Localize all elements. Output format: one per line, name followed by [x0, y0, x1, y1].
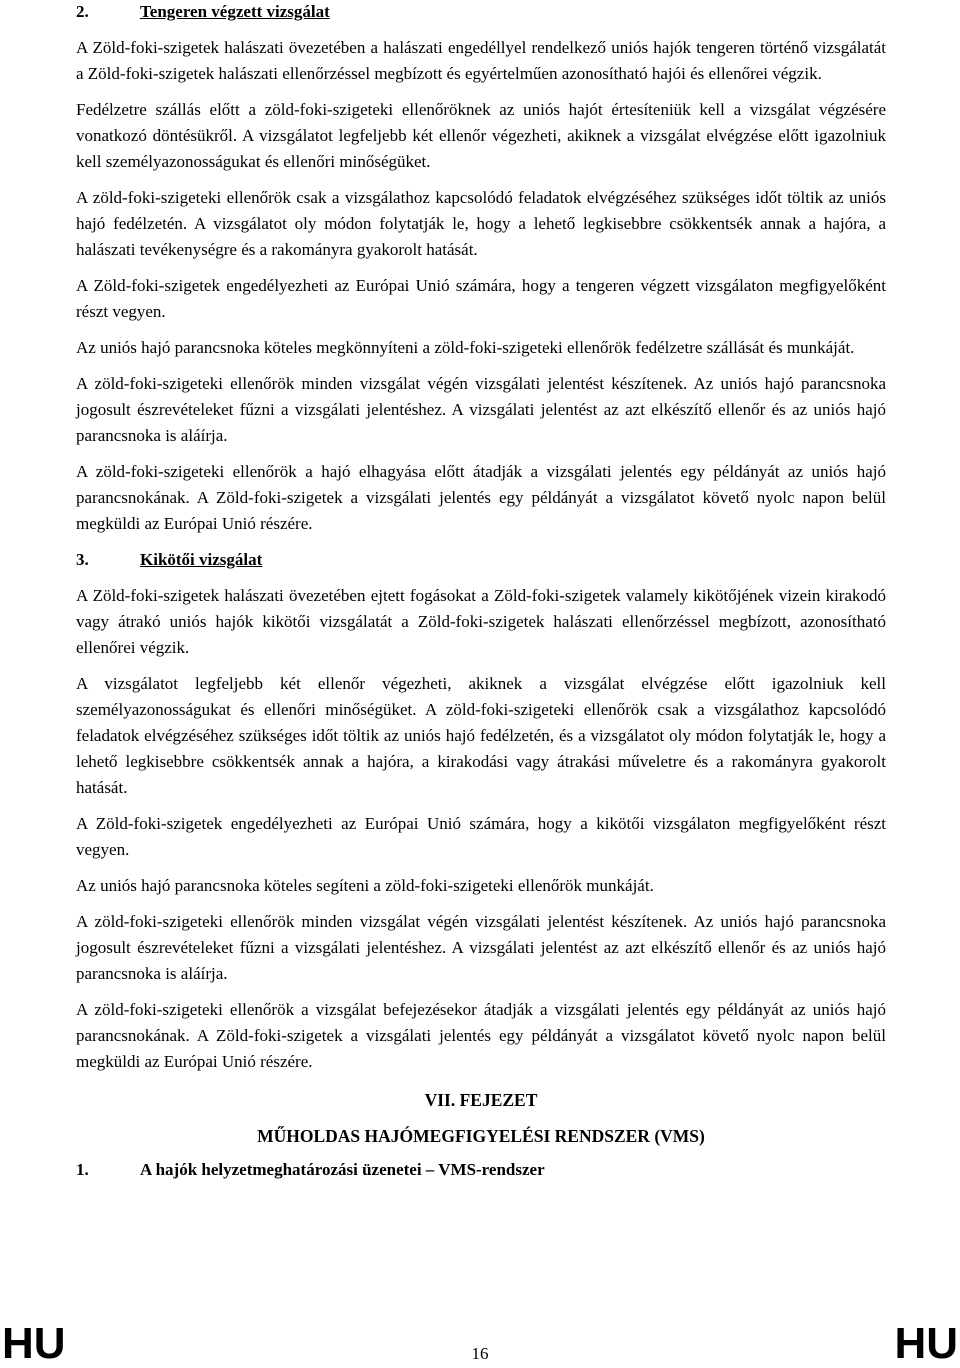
vms-section-heading [76, 1157, 886, 1183]
paragraph: A zöld-foki-szigeteki ellenőrök minden vizsgálat végén vizsgálati jelentést készítenek. Az uniós hajó parancsnoka jogosult észrevételeket fűzni a vizsgálati jelentéshez. A vizsgálati jelentést az azt elkészítő ellenőr és az uniós hajó parancsnoka is aláírja. [76, 912, 886, 983]
section-title: Kikötői vizsgálat [140, 550, 263, 569]
page-number: 16 [471, 1344, 489, 1363]
section-2-heading [76, 0, 886, 25]
document-page [76, 0, 886, 1183]
paragraph: A Zöld-foki-szigetek engedélyezheti az Európai Unió számára, hogy a tengeren végzett vizsgálaton megfigyelőként részt vegyen. [76, 276, 886, 321]
language-code-left: HU [2, 1319, 66, 1368]
paragraph: A Zöld-foki-szigetek halászati övezetében a halászati engedéllyel rendelkező uniós hajók tengeren történő vizsgálatát a Zöld-foki-szigetek halászati ellenőrzéssel megbízott és egyértelműen azonosítható hajói és ellenőrei végzik. [76, 38, 886, 83]
paragraph: A zöld-foki-szigeteki ellenőrök a hajó elhagyása előtt átadják a vizsgálati jelentés egy példányát az uniós hajó parancsnokának. A Zöld-foki-szigetek a vizsgálati jelentés egy példányát a vizsgálatot követő nyolc napon belül megküldi az Európai Unió részére. [76, 462, 886, 533]
paragraph: A Zöld-foki-szigetek engedélyezheti az Európai Unió számára, hogy a kikötői vizsgálaton megfigyelőként részt vegyen. [76, 814, 886, 859]
section-title: A hajók helyzetmeghatározási üzenetei – VMS-rendszer [140, 1160, 545, 1179]
paragraph: Az uniós hajó parancsnoka köteles megkönnyíteni a zöld-foki-szigeteki ellenőrök fedélzetre szállását és munkáját. [76, 338, 855, 357]
language-code-right: HU [894, 1319, 958, 1368]
paragraph: A zöld-foki-szigeteki ellenőrök minden vizsgálat végén vizsgálati jelentést készítenek. Az uniós hajó parancsnoka jogosult észrevételeket fűzni a vizsgálati jelentéshez. A vizsgálati jelentést az azt elkészítő ellenőr és az uniós hajó parancsnoka is aláírja. [76, 374, 886, 445]
section-number: 2. [76, 2, 89, 21]
chapter-title: MŰHOLDAS HAJÓMEGFIGYELÉSI RENDSZER (VMS) [257, 1126, 705, 1146]
paragraph: Az uniós hajó parancsnoka köteles segíteni a zöld-foki-szigeteki ellenőrök munkáját. [76, 876, 654, 895]
section-title: Tengeren végzett vizsgálat [140, 2, 330, 21]
paragraph: A vizsgálatot legfeljebb két ellenőr végezheti, akiknek a vizsgálat elvégzése előtt igazolniuk kell személyazonosságukat és ellenőri minőségüket. A zöld-foki-szigeteki ellenőrök csak a vizsgálathoz kapcsolódó feladatok elvégzéséhez szükséges időt töltik az uniós hajó fedélzetén, és a vizsgálatot oly módon folytatják le, hogy a lehető legkisebbre csökkentsék annak a hajóra, a kirakodási vagy átrakási műveletre és a rakományra gyakorolt hatását. [76, 674, 886, 797]
paragraph: A zöld-foki-szigeteki ellenőrök csak a vizsgálathoz kapcsolódó feladatok elvégzéséhez szükséges időt töltik az uniós hajó fedélzetén. A vizsgálatot oly módon folytatják le, hogy a lehető legkisebbre csökkentsék annak a hajóra, a halászati tevékenységre és a rakományra gyakorolt hatását. [76, 188, 886, 259]
section-number: 3. [76, 550, 89, 569]
section-3-heading [76, 547, 886, 573]
paragraph: A Zöld-foki-szigetek halászati övezetében ejtett fogásokat a Zöld-foki-szigetek valamely kikötőjének vizein kirakodó vagy átrakó uniós hajók kikötői vizsgálatát a Zöld-foki-szigetek halászati ellenőrzéssel megbízott, azonosítható ellenőrei végzik. [76, 586, 886, 657]
paragraph: Fedélzetre szállás előtt a zöld-foki-szigeteki ellenőröknek az uniós hajót értesíteniük kell a vizsgálat végzésére vonatkozó döntésükről. A vizsgálatot legfeljebb két ellenőr végezheti, akiknek a vizsgálat elvégzése előtt igazolniuk kell személyazonosságukat és ellenőri minőségüket. [76, 100, 886, 171]
section-number: 1. [76, 1160, 89, 1179]
chapter-label: VII. FEJEZET [424, 1090, 538, 1110]
paragraph: A zöld-foki-szigeteki ellenőrök a vizsgálat befejezésekor átadják a vizsgálati jelentés egy példányát az uniós hajó parancsnokának. A Zöld-foki-szigetek a vizsgálati jelentés egy példányát a vizsgálatot követő nyolc napon belül megküldi az Európai Unió részére. [76, 1000, 886, 1071]
